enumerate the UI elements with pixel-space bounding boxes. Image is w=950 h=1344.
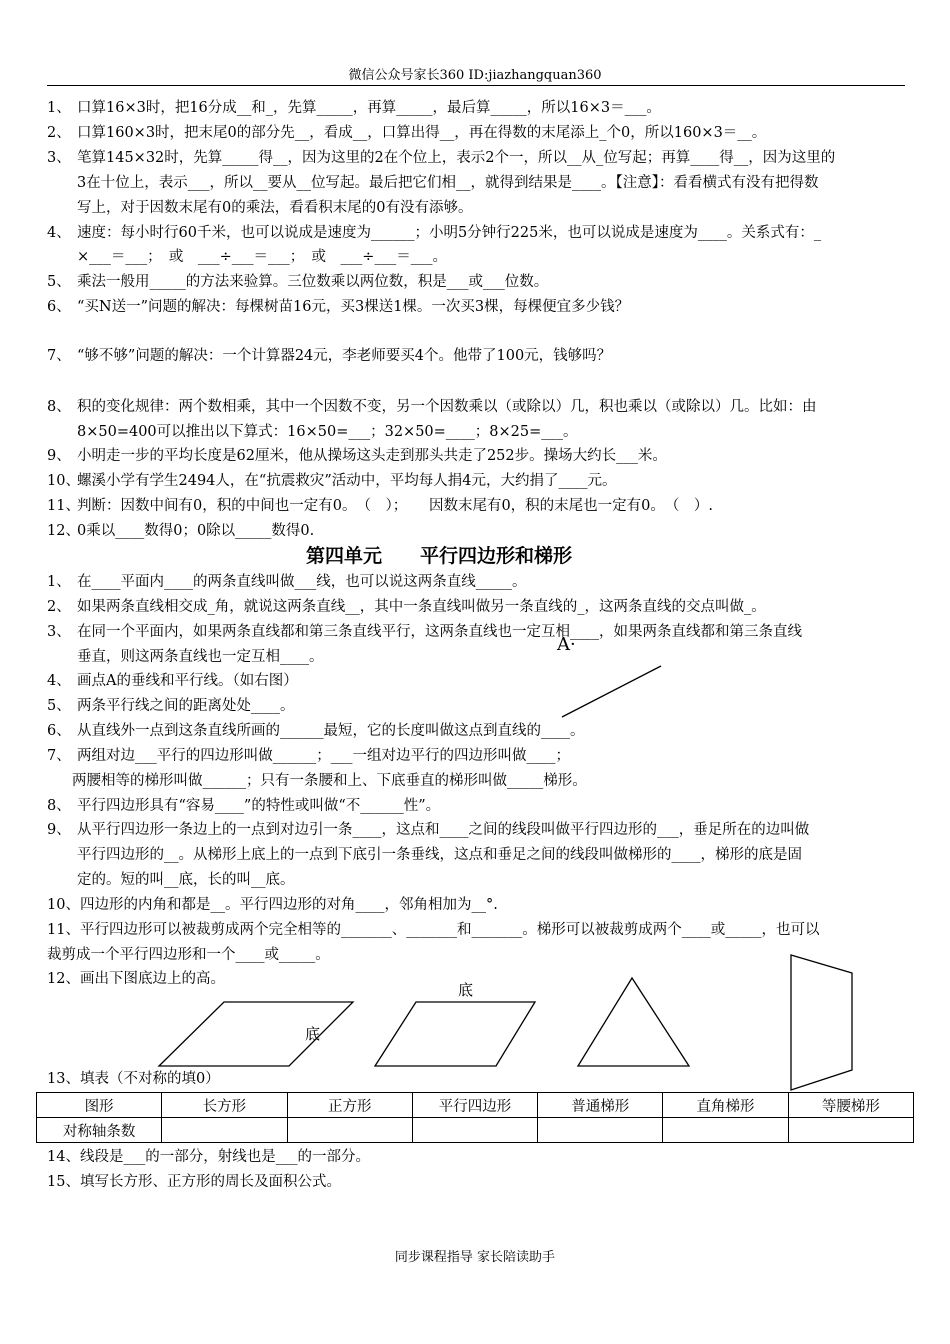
q-line: 8、 积的变化规律：两个数相乘，其中一个因数不变，另一个因数乘以（或除以）几，积也乘以（或除以）几。比如：由 (47, 399, 817, 415)
q-line: 2、 如果两条直线相交成_角，就说这两条直线__，其中一条直线叫做另一条直线的_，这两条直线的交点叫做_。 (47, 599, 766, 615)
answer-cell[interactable] (788, 1118, 913, 1143)
header-rule (47, 85, 905, 86)
q-line: 8×50=400可以推出以下算式：16×50=___；32×50=____；8×25=___。 (77, 424, 578, 440)
q-line: 1、 口算16×3时，把16分成__和_，先算_____，再算_____，最后算_____，所以16×3＝___。 (47, 100, 661, 116)
q-line: 5、 乘法一般用_____的方法来验算。三位数乘以两位数，积是___或___位数。 (47, 274, 549, 290)
q-line: 14、线段是___的一部分，射线也是___的一部分。 (47, 1149, 370, 1165)
q-line: 10、螺溪小学有学生2494人，在“抗震救灾”活动中，平均每人捐4元，大约捐了____元。 (47, 473, 617, 489)
q-line: 3、 笔算145×32时，先算_____得__，因为这里的2在个位上，表示2个一，所以__从_位写起；再算____得__，因为这里的 (47, 150, 836, 166)
q-line: 6、 从直线外一点到这条直线所画的______最短，它的长度叫做这点到直线的____。 (47, 723, 585, 739)
table-cell: 对称轴条数 (37, 1118, 162, 1143)
q-line: 11、平行四边形可以被裁剪成两个完全相等的_______、_______和_______。梯形可以被裁剪成两个____或_____，也可以 (47, 922, 820, 938)
unit-title: 第四单元 平行四边形和梯形 (306, 545, 573, 567)
q-line: 垂直，则这两条直线也一定互相____。 (77, 649, 324, 665)
q-line: 两腰相等的梯形叫做______；只有一条腰和上、下底垂直的梯形叫做_____梯形。 (72, 773, 587, 789)
q-line: 平行四边形的__。从梯形上底上的一点到下底引一条垂线，这点和垂足之间的线段叫做梯形的____，梯形的底是固 (77, 847, 802, 863)
q-line: ×___＝___； 或 ___÷___＝___； 或 ___÷___＝___。 (77, 249, 447, 265)
point-a-label: A· (557, 634, 576, 655)
q-line: 12、0乘以____数得0；0除以_____数得0. (47, 523, 315, 539)
table-cell: 普通梯形 (538, 1093, 663, 1118)
q-line: 8、 平行四边形具有“容易____”的特性或叫做“不______性”。 (47, 798, 441, 814)
q-line: 4、 画点A的垂线和平行线。（如右图） (47, 673, 298, 689)
table-row (37, 1118, 914, 1143)
base-label-top: 底 (458, 981, 474, 999)
table-row (37, 1093, 914, 1118)
answer-cell[interactable] (162, 1118, 287, 1143)
q-line: 15、填写长方形、正方形的周长及面积公式。 (47, 1174, 341, 1190)
q-line: 裁剪成一个平行四边形和一个____或_____。 (47, 947, 330, 963)
parallelogram-1 (159, 1002, 353, 1066)
table-cell: 等腰梯形 (788, 1093, 913, 1118)
table-cell: 平行四边形 (412, 1093, 537, 1118)
q-line: 4、 速度：每小时行60千米，也可以说成是速度为______；小明5分钟行225米，也可以说成是速度为____。关系式有：_ (47, 225, 822, 241)
trapezoid (791, 955, 852, 1090)
answer-cell[interactable] (412, 1118, 537, 1143)
table-cell: 直角梯形 (663, 1093, 788, 1118)
answer-cell[interactable] (287, 1118, 412, 1143)
q-line: 11、判断：因数中间有0，积的中间也一定有0。 （ ）； 因数末尾有0，积的末尾也一定有0。 （ ）. (47, 498, 714, 514)
q-line: 7、 两组对边___平行的四边形叫做______；___一组对边平行的四边形叫做____； (47, 748, 570, 764)
q-line: 10、四边形的内角和都是__。平行四边形的对角____，邻角相加为__°. (47, 897, 498, 913)
page-header: 微信公众号家长360 ID:jiazhangquan360 (348, 68, 602, 83)
q-line: 写上，对于因数末尾有0的乘法，看看积末尾的0有没有添够。 (77, 200, 473, 216)
q-line: 9、 从平行四边形一条边上的一点到对边引一条____，这点和____之间的线段叫做平行四边形的___，垂足所在的边叫做 (47, 822, 810, 838)
q-line: 13、填表（不对称的填0） (47, 1071, 220, 1087)
table-cell: 长方形 (162, 1093, 287, 1118)
q-line: 3在十位上，表示___，所以__要从__位写起。最后把它们相__，就得到结果是____。【注意】：看看横式有没有把得数 (77, 175, 819, 191)
table-cell: 图形 (37, 1093, 162, 1118)
q-line: 9、 小明走一步的平均长度是62厘米，他从操场这头走到那头共走了252步。操场大约长___米。 (47, 448, 667, 464)
q-line: 7、 “够不够”问题的解决：一个计算器24元，李老师要买4个。他带了100元，钱够吗？ (47, 348, 612, 364)
base-label-side: 底 (305, 1025, 321, 1043)
line-near-point-a (562, 666, 661, 717)
triangle (578, 978, 689, 1066)
q-line: 12、画出下图底边上的高。 (47, 971, 225, 987)
answer-cell[interactable] (663, 1118, 788, 1143)
page-footer: 同步课程指导 家长陪读助手 (394, 1250, 556, 1265)
q-line: 6、 “买N送一”问题的解决：每棵树苗16元，买3棵送1棵。一次买3棵，每棵便宜多少钱？ (47, 299, 630, 315)
q-line: 2、 口算160×3时，把末尾0的部分先__，看成__，口算出得__，再在得数的末尾添上_个0，所以160×3＝__。 (47, 125, 767, 141)
q-line: 5、 两条平行线之间的距离处处____。 (47, 698, 295, 714)
answer-cell[interactable] (538, 1118, 663, 1143)
q-line: 3、 在同一个平面内，如果两条直线都和第三条直线平行，这两条直线也一定互相____，如果两条直线都和第三条直线 (47, 624, 802, 640)
table-cell: 正方形 (287, 1093, 412, 1118)
parallelogram-2 (375, 1002, 535, 1066)
q-line: 1、 在____平面内____的两条直线叫做___线，也可以说这两条直线_____。 (47, 574, 527, 590)
symmetry-table (36, 1092, 914, 1143)
q-line: 定的。短的叫__底，长的叫__底。 (77, 872, 295, 888)
